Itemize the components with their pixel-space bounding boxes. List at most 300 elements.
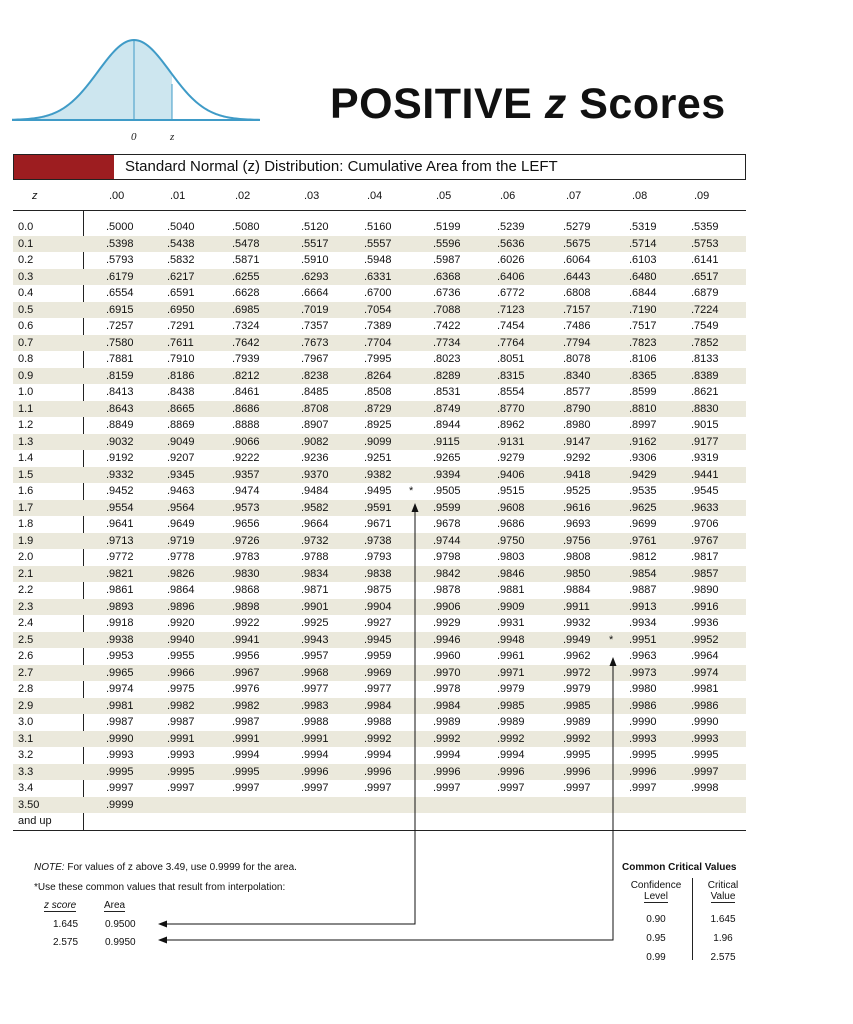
- z-value: 1.8: [18, 518, 34, 530]
- area-cell: .9989: [497, 716, 525, 728]
- area-cell: .9911: [563, 600, 590, 613]
- area-cell: .9981: [106, 699, 134, 712]
- area-cell: .8599: [629, 386, 657, 398]
- column-header: .05: [436, 190, 452, 202]
- area-cell: .9987: [167, 716, 195, 728]
- area-cell: .5398: [106, 237, 134, 250]
- area-cell: .9131: [497, 435, 525, 448]
- area-cell: .7088: [433, 303, 461, 316]
- critical-values-title: Common Critical Values: [622, 862, 737, 873]
- area-cell: .6443: [563, 270, 591, 283]
- area-cell: .6331: [364, 270, 392, 283]
- area-cell: .8708: [301, 402, 329, 415]
- area-cell: .9990: [106, 732, 134, 745]
- area-cell: .9147: [563, 435, 591, 448]
- area-cell: .8686: [232, 402, 260, 415]
- area-cell: .9808: [563, 551, 591, 563]
- area-cell: .9545: [691, 485, 719, 497]
- area-cell: .6554: [106, 287, 134, 299]
- area-cell: .9997: [364, 782, 392, 794]
- table-row: [13, 219, 746, 236]
- area-cell: .9896: [167, 600, 195, 613]
- table-bottom-divider: [13, 830, 746, 831]
- area-cell: .7794: [563, 336, 591, 349]
- area-cell: .9931: [497, 617, 525, 629]
- note-prefix: NOTE:: [34, 862, 65, 873]
- interpolation-asterisk: *: [609, 633, 614, 646]
- area-cell: .9972: [563, 666, 591, 679]
- area-cell: .9778: [167, 551, 195, 563]
- area-cell: .5239: [497, 221, 525, 233]
- area-cell: .9082: [301, 435, 329, 448]
- area-cell: .9719: [167, 534, 195, 547]
- area-cell: .6808: [563, 287, 591, 299]
- area-cell: .8212: [232, 369, 260, 382]
- area-cell: .9474: [232, 485, 260, 497]
- area-cell: .7580: [106, 336, 134, 349]
- crit-value: 1.96: [713, 933, 733, 944]
- area-cell: .7910: [167, 353, 195, 365]
- area-cell: .9115: [433, 435, 460, 448]
- area-cell: .9996: [301, 765, 329, 778]
- area-cell: .9756: [563, 534, 591, 547]
- table-row: [13, 285, 746, 302]
- area-cell: .8665: [167, 402, 195, 415]
- area-cell: .9505: [433, 485, 461, 497]
- area-cell: .9871: [301, 584, 329, 596]
- area-cell: .9693: [563, 518, 591, 530]
- area-cell: .9783: [232, 551, 260, 563]
- z-value: 1.1: [18, 402, 34, 415]
- area-cell: .6026: [497, 254, 525, 266]
- crit-header-critical: Critical: [707, 880, 739, 891]
- area-cell: .6179: [106, 270, 134, 283]
- area-cell: .8485: [301, 386, 329, 398]
- z-value: 3.2: [18, 749, 34, 761]
- area-cell: .9979: [497, 683, 525, 695]
- z-value: 0.8: [18, 353, 34, 365]
- area-cell: .5517: [301, 237, 329, 250]
- area-cell: .9525: [563, 485, 591, 497]
- table-row: [13, 797, 746, 814]
- area-cell: .9767: [691, 534, 719, 547]
- area-cell: .7422: [433, 320, 461, 332]
- table-row: [13, 335, 746, 352]
- note-text: For values of z above 3.49, use 0.9999 for the area.: [64, 862, 297, 873]
- area-cell: .9616: [563, 501, 591, 514]
- z-value: 1.5: [18, 468, 34, 481]
- area-cell: .9535: [629, 485, 657, 497]
- z-value: 1.6: [18, 485, 34, 497]
- area-cell: .9998: [691, 782, 719, 794]
- z-value: 0.5: [18, 303, 34, 316]
- table-row: [13, 269, 746, 286]
- area-cell: .9744: [433, 534, 461, 547]
- area-cell: .9418: [563, 468, 591, 481]
- area-cell: .8531: [433, 386, 461, 398]
- table-row: [13, 714, 746, 731]
- area-cell: .5832: [167, 254, 195, 266]
- area-cell: .8980: [563, 419, 591, 431]
- area-cell: .7967: [301, 353, 329, 365]
- z-value: 1.0: [18, 386, 34, 398]
- area-cell: .9994: [433, 749, 461, 761]
- arrowhead-1645-left: [158, 921, 167, 928]
- area-cell: .9279: [497, 452, 525, 464]
- area-cell: .9997: [301, 782, 329, 794]
- area-cell: .9890: [691, 584, 719, 596]
- interp-header-area: Area: [104, 900, 126, 911]
- area-cell: .9207: [167, 452, 195, 464]
- area-cell: .8508: [364, 386, 392, 398]
- area-cell: .9989: [433, 716, 461, 728]
- area-cell: .9625: [629, 501, 657, 514]
- area-cell: .7054: [364, 303, 392, 316]
- area-cell: .9495: [364, 485, 392, 497]
- area-cell: .9964: [691, 650, 719, 662]
- table-row: [13, 632, 746, 649]
- table-row: [13, 351, 746, 368]
- area-cell: .8238: [301, 369, 329, 382]
- area-cell: .8264: [364, 369, 392, 382]
- crit-value: 1.645: [710, 914, 736, 925]
- area-cell: .9995: [232, 765, 260, 778]
- notes-section: [34, 862, 297, 948]
- area-cell: .5636: [497, 237, 525, 250]
- area-cell: .9821: [106, 567, 134, 580]
- area-cell: .5871: [232, 254, 260, 266]
- area-cell: .8621: [691, 386, 719, 398]
- area-cell: .6844: [629, 287, 657, 299]
- area-cell: .9441: [691, 468, 719, 481]
- area-cell: .7704: [364, 336, 392, 349]
- area-cell: .9993: [691, 732, 719, 745]
- z-value: 0.1: [18, 237, 34, 250]
- area-cell: .5160: [364, 221, 392, 233]
- area-cell: .9996: [563, 765, 591, 778]
- table-row: [13, 549, 746, 566]
- column-header: .06: [500, 190, 516, 202]
- area-cell: .6772: [497, 287, 525, 299]
- area-cell: .9875: [364, 584, 392, 596]
- table-row: [13, 566, 746, 583]
- area-cell: .9949: [563, 633, 591, 646]
- z-value: 2.6: [18, 650, 34, 662]
- area-cell: .9987: [232, 716, 260, 728]
- area-cell: .9993: [629, 732, 657, 745]
- area-cell: .9941: [232, 633, 260, 646]
- area-cell: .8289: [433, 369, 461, 382]
- area-cell: .9319: [691, 452, 719, 464]
- area-cell: .8944: [433, 419, 461, 431]
- area-cell: .7823: [629, 336, 657, 349]
- area-cell: .9699: [629, 518, 657, 530]
- table-row: [13, 417, 746, 434]
- table-row: [13, 615, 746, 632]
- z-column-header: z: [32, 190, 38, 202]
- area-cell: .8729: [364, 402, 392, 415]
- area-cell: .7019: [301, 303, 329, 316]
- area-cell: .7486: [563, 320, 591, 332]
- table-row: [13, 252, 746, 269]
- area-cell: .6406: [497, 270, 525, 283]
- area-cell: .9251: [364, 452, 392, 464]
- area-cell: .5910: [301, 254, 329, 266]
- area-cell: .8643: [106, 402, 134, 415]
- area-cell: .9988: [301, 716, 329, 728]
- area-cell: .8438: [167, 386, 195, 398]
- z-value: 1.2: [18, 419, 34, 431]
- table-caption: Standard Normal (z) Distribution: Cumulative Area from the LEFT: [125, 158, 558, 175]
- area-cell: .9995: [691, 749, 719, 761]
- area-cell: .9997: [232, 782, 260, 794]
- area-cell: .7549: [691, 320, 719, 332]
- z-value: 2.1: [18, 567, 34, 580]
- z-value: 3.4: [18, 782, 34, 794]
- area-cell: .5359: [691, 221, 719, 233]
- area-cell: .7939: [232, 353, 260, 365]
- caption-color-block: [14, 155, 114, 179]
- area-cell: .5793: [106, 254, 134, 266]
- crit-header-confidence: Confidence: [630, 880, 682, 891]
- area-cell: .7123: [497, 303, 525, 316]
- area-cell: .5948: [364, 254, 392, 266]
- area-cell: .9793: [364, 551, 392, 563]
- area-cell: .6591: [167, 287, 195, 299]
- area-cell: .9936: [691, 617, 719, 629]
- area-cell: .9861: [106, 584, 134, 596]
- area-cell: .9951: [629, 633, 657, 646]
- table-row: [13, 483, 746, 500]
- column-header: .03: [304, 190, 320, 202]
- area-cell: .8888: [232, 419, 260, 431]
- area-cell: .9909: [497, 600, 525, 613]
- area-cell: .9656: [232, 518, 260, 530]
- column-header: .02: [235, 190, 251, 202]
- area-cell: .9582: [301, 501, 329, 514]
- area-cell: .9977: [364, 683, 392, 695]
- area-cell: .9049: [167, 435, 195, 448]
- area-cell: .9943: [301, 633, 329, 646]
- area-cell: .5199: [433, 221, 461, 233]
- area-cell: .9345: [167, 468, 195, 481]
- area-cell: .9678: [433, 518, 461, 530]
- table-row: [13, 500, 746, 517]
- area-cell: .8413: [106, 386, 134, 398]
- area-cell: .5120: [301, 221, 329, 233]
- area-cell: .9994: [364, 749, 392, 761]
- area-cell: .8810: [629, 402, 657, 415]
- table-body: [13, 211, 746, 830]
- area-cell: .8790: [563, 402, 591, 415]
- area-cell: .6141: [691, 254, 719, 266]
- area-cell: .8830: [691, 402, 719, 415]
- crit-header-right: [694, 880, 752, 903]
- area-cell: .9996: [629, 765, 657, 778]
- area-cell: .6700: [364, 287, 392, 299]
- area-cell: .9982: [167, 699, 195, 712]
- crit-header-left: [622, 880, 690, 903]
- table-row: [13, 516, 746, 533]
- interp-z: 1.645: [53, 919, 79, 930]
- area-cell: .9986: [629, 699, 657, 712]
- area-cell: .9878: [433, 584, 461, 596]
- area-cell: .8389: [691, 369, 719, 382]
- z-value: 1.7: [18, 501, 34, 514]
- area-cell: .7881: [106, 353, 134, 365]
- table-row: [13, 698, 746, 715]
- table-row: [13, 318, 746, 335]
- area-cell: .9997: [691, 765, 719, 778]
- area-cell: .9934: [629, 617, 657, 629]
- area-cell: .9864: [167, 584, 195, 596]
- area-cell: .9945: [364, 633, 392, 646]
- area-cell: .9803: [497, 551, 525, 563]
- critical-divider: [692, 878, 693, 960]
- area-cell: .9974: [106, 683, 134, 695]
- area-cell: .9969: [364, 666, 392, 679]
- crit-level: 0.99: [646, 952, 666, 963]
- area-cell: .6950: [167, 303, 195, 316]
- z-value: 2.4: [18, 617, 34, 629]
- z-value: 2.5: [18, 633, 34, 646]
- area-cell: .9984: [433, 699, 461, 712]
- area-cell: .8023: [433, 353, 461, 365]
- area-cell: .8106: [629, 353, 657, 365]
- title-suffix: Scores: [566, 80, 726, 128]
- area-cell: .5040: [167, 221, 195, 233]
- area-cell: .7611: [167, 336, 194, 349]
- z-value: 0.2: [18, 254, 34, 266]
- table-row: [13, 384, 746, 401]
- area-cell: .8461: [232, 386, 260, 398]
- z-value: 2.0: [18, 551, 34, 563]
- area-cell: .9641: [106, 518, 134, 530]
- area-cell: .9817: [691, 551, 719, 563]
- area-cell: .6664: [301, 287, 329, 299]
- area-cell: .5753: [691, 237, 719, 250]
- area-cell: .9649: [167, 518, 195, 530]
- area-cell: .6293: [301, 270, 329, 283]
- area-cell: .9987: [106, 716, 134, 728]
- area-cell: .9706: [691, 518, 719, 530]
- z-value: 2.8: [18, 683, 34, 695]
- area-cell: .8577: [563, 386, 591, 398]
- area-cell: .7291: [167, 320, 195, 332]
- area-cell: .9664: [301, 518, 329, 530]
- title-z: z: [544, 80, 567, 128]
- area-cell: .9857: [691, 567, 719, 580]
- area-cell: .9913: [629, 600, 657, 613]
- area-cell: .6628: [232, 287, 260, 299]
- area-cell: .7324: [232, 320, 260, 332]
- table-row: [13, 450, 746, 467]
- area-cell: .9898: [232, 600, 260, 613]
- note-line: [34, 862, 297, 873]
- interpolation-intro: *Use these common values that result from interpolation:: [34, 882, 286, 893]
- area-cell: .9997: [167, 782, 195, 794]
- area-cell: .9974: [691, 666, 719, 679]
- interp-area: 0.9950: [105, 937, 136, 948]
- area-cell: .9920: [167, 617, 195, 629]
- area-cell: .9484: [301, 485, 329, 497]
- z-value: 2.3: [18, 600, 34, 613]
- area-cell: .9830: [232, 567, 260, 580]
- area-cell: .9994: [301, 749, 329, 761]
- area-cell: .9981: [691, 683, 719, 695]
- area-cell: .8869: [167, 419, 195, 431]
- area-cell: .9357: [232, 468, 260, 481]
- area-cell: .9996: [497, 765, 525, 778]
- area-cell: .9738: [364, 534, 392, 547]
- area-cell: .9713: [106, 534, 134, 547]
- area-cell: .7257: [106, 320, 134, 332]
- area-cell: .9591: [364, 501, 392, 514]
- z-table: [13, 154, 746, 831]
- area-cell: .5557: [364, 237, 392, 250]
- area-cell: .7995: [364, 353, 392, 365]
- area-cell: .6064: [563, 254, 591, 266]
- area-cell: .9984: [364, 699, 392, 712]
- area-cell: .9306: [629, 452, 657, 464]
- z-value: 3.3: [18, 765, 34, 778]
- area-cell: .8051: [497, 353, 525, 365]
- table-row: [13, 764, 746, 781]
- interpolation-asterisk: *: [409, 485, 414, 497]
- area-cell: .9788: [301, 551, 329, 563]
- interp-area: 0.9500: [105, 919, 136, 930]
- area-cell: .9952: [691, 633, 719, 646]
- area-cell: .9222: [232, 452, 260, 464]
- area-cell: .9929: [433, 617, 461, 629]
- table-row: [13, 533, 746, 550]
- area-cell: .9826: [167, 567, 195, 580]
- area-cell: .9999: [106, 798, 134, 811]
- area-cell: .6480: [629, 270, 657, 283]
- area-cell: .9406: [497, 468, 525, 481]
- area-cell: .9015: [691, 419, 719, 431]
- area-cell: .9515: [497, 485, 525, 497]
- area-cell: .9995: [563, 749, 591, 761]
- area-cell: .7389: [364, 320, 392, 332]
- area-cell: .9986: [691, 699, 719, 712]
- area-cell: .9977: [301, 683, 329, 695]
- area-cell: .7642: [232, 336, 260, 349]
- area-cell: .9991: [167, 732, 195, 745]
- area-cell: .9573: [232, 501, 260, 514]
- z-value: 3.50: [18, 798, 40, 811]
- table-row: [13, 648, 746, 665]
- area-cell: .9976: [232, 683, 260, 695]
- area-cell: .5675: [563, 237, 591, 250]
- area-cell: .9994: [497, 749, 525, 761]
- area-cell: .9957: [301, 650, 329, 662]
- area-cell: .9953: [106, 650, 134, 662]
- area-cell: .5987: [433, 254, 461, 266]
- area-cell: .7764: [497, 336, 525, 349]
- table-row: [13, 665, 746, 682]
- area-cell: .9979: [563, 683, 591, 695]
- area-cell: .9988: [364, 716, 392, 728]
- table-row: [13, 236, 746, 253]
- area-cell: .8078: [563, 353, 591, 365]
- table-row: [13, 582, 746, 599]
- table-caption-row: [13, 154, 746, 180]
- area-cell: .9961: [497, 650, 525, 662]
- area-cell: .9922: [232, 617, 260, 629]
- area-cell: .7852: [691, 336, 719, 349]
- column-header-row: [13, 180, 746, 210]
